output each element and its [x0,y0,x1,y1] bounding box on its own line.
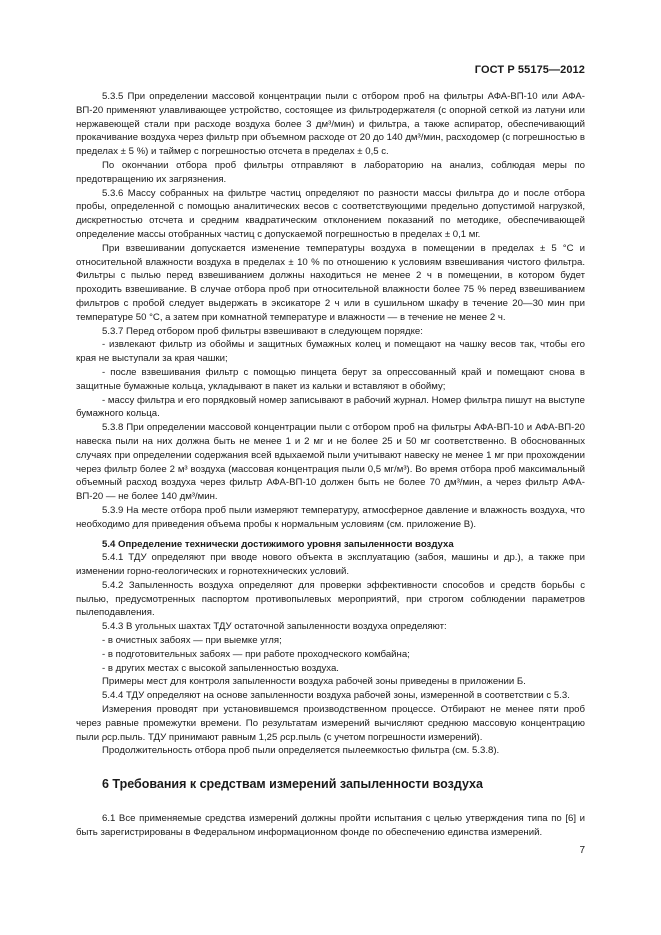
paragraph-5-3-7: 5.3.7 Перед отбором проб фильтры взвешивают в следующем порядке: [102,325,423,337]
paragraph-5-4-1: 5.4.1 ТДУ определяют при вводе нового объекта в эксплуатацию (забоя, машины и др.), а также при изменении горно-геологических и горнотехнических условий. [76,552,585,578]
paragraph: Продолжительность отбора проб пыли определяется пылеемкостью фильтра (см. 5.3.8). [102,745,500,757]
list-item: - после взвешивания фильтр с помощью пинцета берут за опрессованный край и помещают снова в защитные бумажные кольца, укладывают в пакет из кальки и вставляют в обойму; [76,366,585,392]
document-id-header: ГОСТ Р 55175—2012 [474,64,585,76]
paragraph-5-4-3: 5.4.3 В угольных шахтах ТДУ остаточной запыленности воздуха определяют: [102,621,447,633]
paragraph-5-3-5: 5.3.5 При определении массовой концентрации пыли с отбором проб на фильтры АФА-ВП-10 или АФА-ВП-20 применяют улавливающее устройство, состоящее из фильтродержателя (с опорной сеткой из латуни или нержавеющей стали при расходе воздуха более 3 дм³/мин) и фильтра, а также аспиратор, обеспечивающий прокачивание воздуха через фильтр при объемном расходе от 20 до 140 дм³/мин, расходомер (с погрешностью в пределах ± 5 %) и таймер с погрешностью отсчета в пределах ± 0,5 с. [76,91,585,158]
list-item: - в подготовительных забоях — при работе проходческого комбайна; [102,648,410,660]
paragraph-5-4-2: 5.4.2 Запыленность воздуха определяют для проверки эффективности способов и средств борьбы с пылью, предусмотренных паспортом противопылевых мероприятий, при строгом соблюдении параметров пылеподавления. [76,579,585,619]
list-item: - в других местах с высокой запыленностью воздуха. [102,662,339,674]
paragraph: По окончании отбора проб фильтры отправляют в лабораторию на анализ, соблюдая меры по предотвращению их загрязнения. [76,159,585,185]
section-5-4-heading: 5.4 Определение технически достижимого уровня запыленности воздуха [102,538,454,550]
page-number: 7 [579,845,585,856]
paragraph-5-3-6: 5.3.6 Массу собранных на фильтре частиц определяют по разности массы фильтра до и после отбора пробы, определенной с помощью аналитических весов с соответствующими предельно допустимой нагрузкой, дискретностью отсчета и средним квадратическим отклонением показаний по методике, обеспечивающей определение массы отобранных частиц с допускаемой погрешностью в пределах ± 0,1 мг. [76,187,585,240]
paragraph-5-3-9: 5.3.9 На месте отбора проб пыли измеряют температуру, атмосферное давление и влажность воздуха, что необходимо для приведения объема пробы к нормальным условиям (см. приложение В). [76,504,585,530]
list-item: - массу фильтра и его порядковый номер записывают в рабочий журнал. Номер фильтра пишут на выступе бумажного кольца. [76,394,585,420]
section-6-heading: 6 Требования к средствам измерений запыленности воздуха [102,777,483,792]
paragraph: Измерения проводят при установившемся производственном процессе. Отбирают не менее пяти проб через равные промежутки времени. По результатам измерений вычисляют среднюю массовую концентрацию пыли ρср.пыль. ТДУ принимают равным 1,25 ρср.пыль (с учетом погрешности измерений). [76,704,585,743]
paragraph: Примеры мест для контроля запыленности воздуха рабочей зоны приведены в приложении Б. [102,676,526,688]
paragraph: При взвешивании допускается изменение температуры воздуха в помещении в пределах ± 5 °С и относительной влажности воздуха в пределах ± 10 % по отношению к условиям взвешивания чистого фильтра. Фильтры с пылью перед взвешиванием должны находиться не менее 2 ч в помещении, в котором будет проходить взвешивание. В случае отбора проб при относительной влажности более 75 % перед взвешиванием фильтров с пробой следует выдержать в эксикаторе 2 ч или в сушильном шкафу в течение 20—30 мин при температуре 50 °С, а затем при комнатной температуре и влажности — в течение не менее 2 ч. [76,242,585,323]
paragraph-6-1: 6.1 Все применяемые средства измерений должны пройти испытания с целью утверждения типа по [6] и быть зарегистрированы в Федеральном информационном фонде по обеспечению единства измерений. [76,813,585,839]
paragraph-5-4-4: 5.4.4 ТДУ определяют на основе запыленности воздуха рабочей зоны, измеренной в соответствии с 5.3. [102,690,570,702]
list-item: - извлекают фильтр из обоймы и защитных бумажных колец и помещают на чашку весов так, чтобы его края не выступали за края чашки; [76,339,585,365]
list-item: - в очистных забоях — при выемке угля; [102,635,282,647]
paragraph-5-3-8: 5.3.8 При определении массовой концентрации пыли с отбором проб на фильтры АФА-ВП-10 и АФА-ВП-20 навеска пыли на них должна быть не менее 1 и 2 мг и не более 25 и 50 мг соответственно. В обоснованных случаях при определении содержания всей вдыхаемой пыли учитывают навеску не менее 1 мг при прохождении через фильтр более 2 м³ воздуха (массовая концентрация пыли 0,5 мг/м³). Во время отбора проб максимальный объемный расход воздуха через фильтр АФА-ВП-10 должен быть не более 70 дм³/мин, а через фильтр АФА-ВП-20 — не более 140 дм³/мин. [76,422,585,503]
document-body [76,90,585,840]
